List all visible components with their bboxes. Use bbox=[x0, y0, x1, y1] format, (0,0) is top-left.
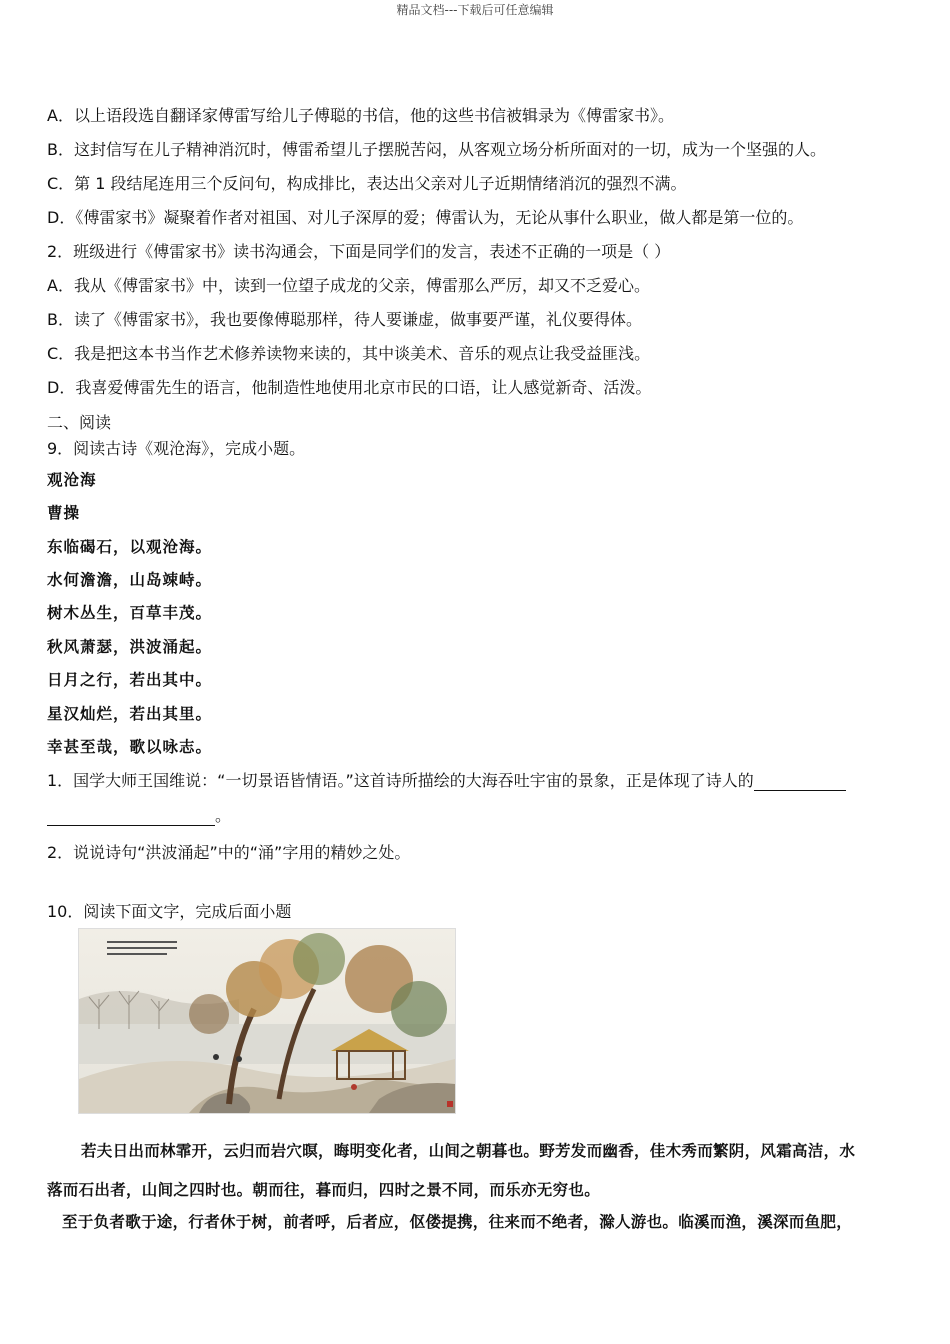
q10-stem: 10．阅读下面文字，完成后面小题 bbox=[47, 902, 292, 921]
q9-sub1-continuation bbox=[47, 803, 910, 826]
q2-option-c: C．我是把这本书当作艺术修养读物来读的，其中谈美术、音乐的观点让我受益匪浅。 bbox=[47, 344, 651, 363]
q2-option-d: D．我喜爱傅雷先生的语言，他制造性地使用北京市民的口语，让人感觉新奇、活泼。 bbox=[47, 378, 652, 397]
poem-line-7: 幸甚至哉，歌以咏志。 bbox=[47, 737, 213, 756]
q1-option-b: B．这封信写在儿子精神消沉时，傅雷希望儿子摆脱苦闷，从客观立场分析所面对的一切，成为一个坚强的人。 bbox=[47, 140, 826, 159]
section-title: 二、阅读 bbox=[47, 413, 112, 432]
page-header: 精品文档---下载后可任意编辑 bbox=[396, 3, 554, 17]
poem-title: 观沧海 bbox=[47, 470, 97, 489]
q2-option-b: B．读了《傅雷家书》，我也要像傅聪那样，待人要谦虚，做事要严谨，礼仪要得体。 bbox=[47, 310, 642, 329]
poem-line-3: 树木丛生，百草丰茂。 bbox=[47, 603, 213, 622]
prose-line-3: 至于负者歌于途，行者休于树，前者呼，后者应，伛偻提携，往来而不绝者，滁人游也。临溪而渔，溪深而鱼肥， bbox=[62, 1212, 853, 1231]
poem-line-6: 星汉灿烂，若出其里。 bbox=[47, 704, 213, 723]
poem-line-5: 日月之行，若出其中。 bbox=[47, 670, 213, 689]
painting-image bbox=[79, 929, 455, 1113]
prose-line-1: 若夫日出而林霏开，云归而岩穴暝，晦明变化者，山间之朝暮也。野芳发而幽香，佳木秀而繁阴，风霜高洁，水 bbox=[81, 1141, 856, 1160]
prose-line-2: 落而石出者，山间之四时也。朝而往，暮而归，四时之景不同，而乐亦无穷也。 bbox=[47, 1180, 601, 1199]
poem-author: 曹操 bbox=[47, 503, 81, 522]
q2-option-a: A．我从《傅雷家书》中，读到一位望子成龙的父亲，傅雷那么严厉，却又不乏爱心。 bbox=[47, 276, 650, 295]
q2-stem: 2．班级进行《傅雷家书》读书沟通会，下面是同学们的发言，表述不正确的一项是（ ） bbox=[47, 242, 671, 261]
poem-line-4: 秋风萧瑟，洪波涌起。 bbox=[47, 637, 213, 656]
answer-blank-2[interactable] bbox=[47, 809, 215, 826]
answer-blank-1[interactable] bbox=[754, 774, 846, 791]
poem-line-2: 水何澹澹，山岛竦峙。 bbox=[47, 570, 213, 589]
q1-option-c: C．第 1 段结尾连用三个反问句，构成排比，表达出父亲对儿子近期情绪消沉的强烈不满。 bbox=[47, 174, 687, 193]
q9-sub1-end: 。 bbox=[215, 806, 232, 825]
q9-sub1-text: 1．国学大师王国维说：“一切景语皆情语。”这首诗所描绘的大海吞吐宇宙的景象，正是体现了诗人的 bbox=[47, 771, 754, 790]
q1-option-a: A．以上语段选自翻译家傅雷写给儿子傅聪的书信，他的这些书信被辑录为《傅雷家书》。 bbox=[47, 106, 674, 125]
q9-sub2: 2．说说诗句“洪波涌起”中的“涌”字用的精妙之处。 bbox=[47, 843, 411, 862]
landscape-painting bbox=[78, 928, 456, 1114]
poem-line-1: 东临碣石，以观沧海。 bbox=[47, 537, 213, 556]
q9-stem: 9．阅读古诗《观沧海》，完成小题。 bbox=[47, 439, 306, 458]
q1-option-d: D．《傅雷家书》凝聚着作者对祖国、对儿子深厚的爱；傅雷认为，无论从事什么职业，做人都是第一位的。 bbox=[47, 208, 804, 227]
q9-sub1 bbox=[47, 768, 910, 791]
